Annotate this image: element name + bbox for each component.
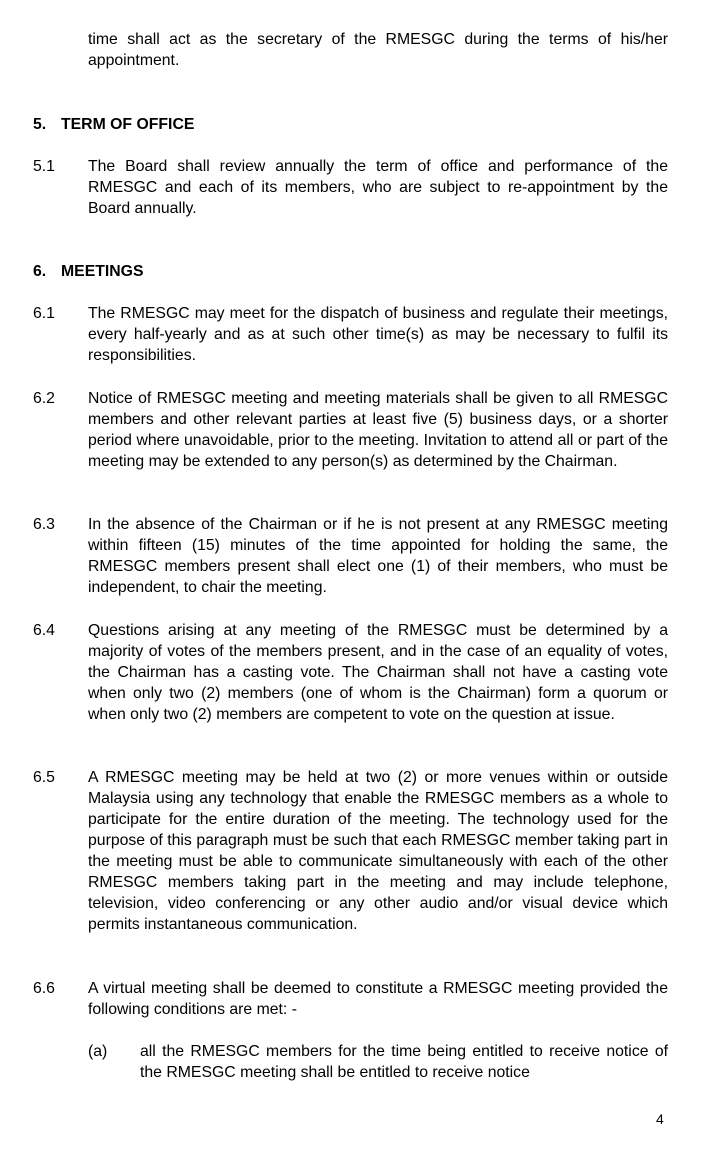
clause-6-1-number: 6.1: [33, 305, 55, 322]
section-6-heading: [33, 261, 144, 282]
clause-6-2-number: 6.2: [33, 390, 55, 407]
section-6-title: MEETINGS: [61, 263, 144, 280]
clause-6-4-text: Questions arising at any meeting of the RMESGC must be determined by a majority of votes of the members present, and in the case of an equality of votes, the Chairman has a casting vote. The Chairman shall not have a casting vote when only two (2) members (one of whom is the Chairman) form a quorum or when only two (2) members are competent to vote on the question at issue.: [88, 622, 668, 723]
section-5-heading: [33, 114, 194, 135]
clause-6-3-number: 6.3: [33, 516, 55, 533]
clause-6-4-number: 6.4: [33, 622, 55, 639]
clause-6-6-number: 6.6: [33, 980, 55, 997]
clause-6-2-text: Notice of RMESGC meeting and meeting materials shall be given to all RMESGC members and other relevant parties at least five (5) business days, or a shorter period where unavoidable, prior to the meeting. Invitation to attend all or part of the meeting may be extended to any person(s) as determined by the Chairman.: [88, 390, 668, 470]
page-number: 4: [656, 1111, 664, 1127]
clause-6-3-text: In the absence of the Chairman or if he is not present at any RMESGC meeting within fifteen (15) minutes of the time appointed for holding the same, the RMESGC members present shall elect one (1) of their members, who must be independent, to chair the meeting.: [88, 516, 668, 596]
clause-6-1-text: The RMESGC may meet for the dispatch of business and regulate their meetings, every half-yearly and as at such other time(s) as may be necessary to fulfil its responsibilities.: [88, 305, 668, 364]
section-6-number: 6.: [33, 263, 47, 280]
clause-5-1-number: 5.1: [33, 158, 55, 175]
clause-5-1-text: The Board shall review annually the term of office and performance of the RMESGC and each of its members, who are subject to re-appointment by the Board annually.: [88, 158, 668, 217]
section-5-number: 5.: [33, 116, 47, 133]
section-5-title: TERM OF OFFICE: [61, 116, 195, 133]
clause-6-6-a-text: all the RMESGC members for the time being entitled to receive notice of the RMESGC meeting shall be entitled to receive notice: [140, 1043, 668, 1081]
clause-6-6-text: A virtual meeting shall be deemed to constitute a RMESGC meeting provided the following conditions are met: -: [88, 980, 668, 1018]
clause-6-5-number: 6.5: [33, 769, 55, 786]
clause-6-5-text: A RMESGC meeting may be held at two (2) or more venues within or outside Malaysia using any technology that enable the RMESGC members as a whole to participate for the entire duration of the meeting. The technology used for the purpose of this paragraph must be such that each RMESGC member taking part in the meeting must be able to communicate simultaneously with each of the other RMESGC members taking part in the meeting and may include telephone, television, video conferencing or any other audio and/or visual device which permits instantaneous communication.: [88, 769, 668, 933]
intro-paragraph: time shall act as the secretary of the RMESGC during the terms of his/her appointment.: [88, 31, 668, 69]
clause-6-6-a-label: (a): [88, 1043, 108, 1060]
